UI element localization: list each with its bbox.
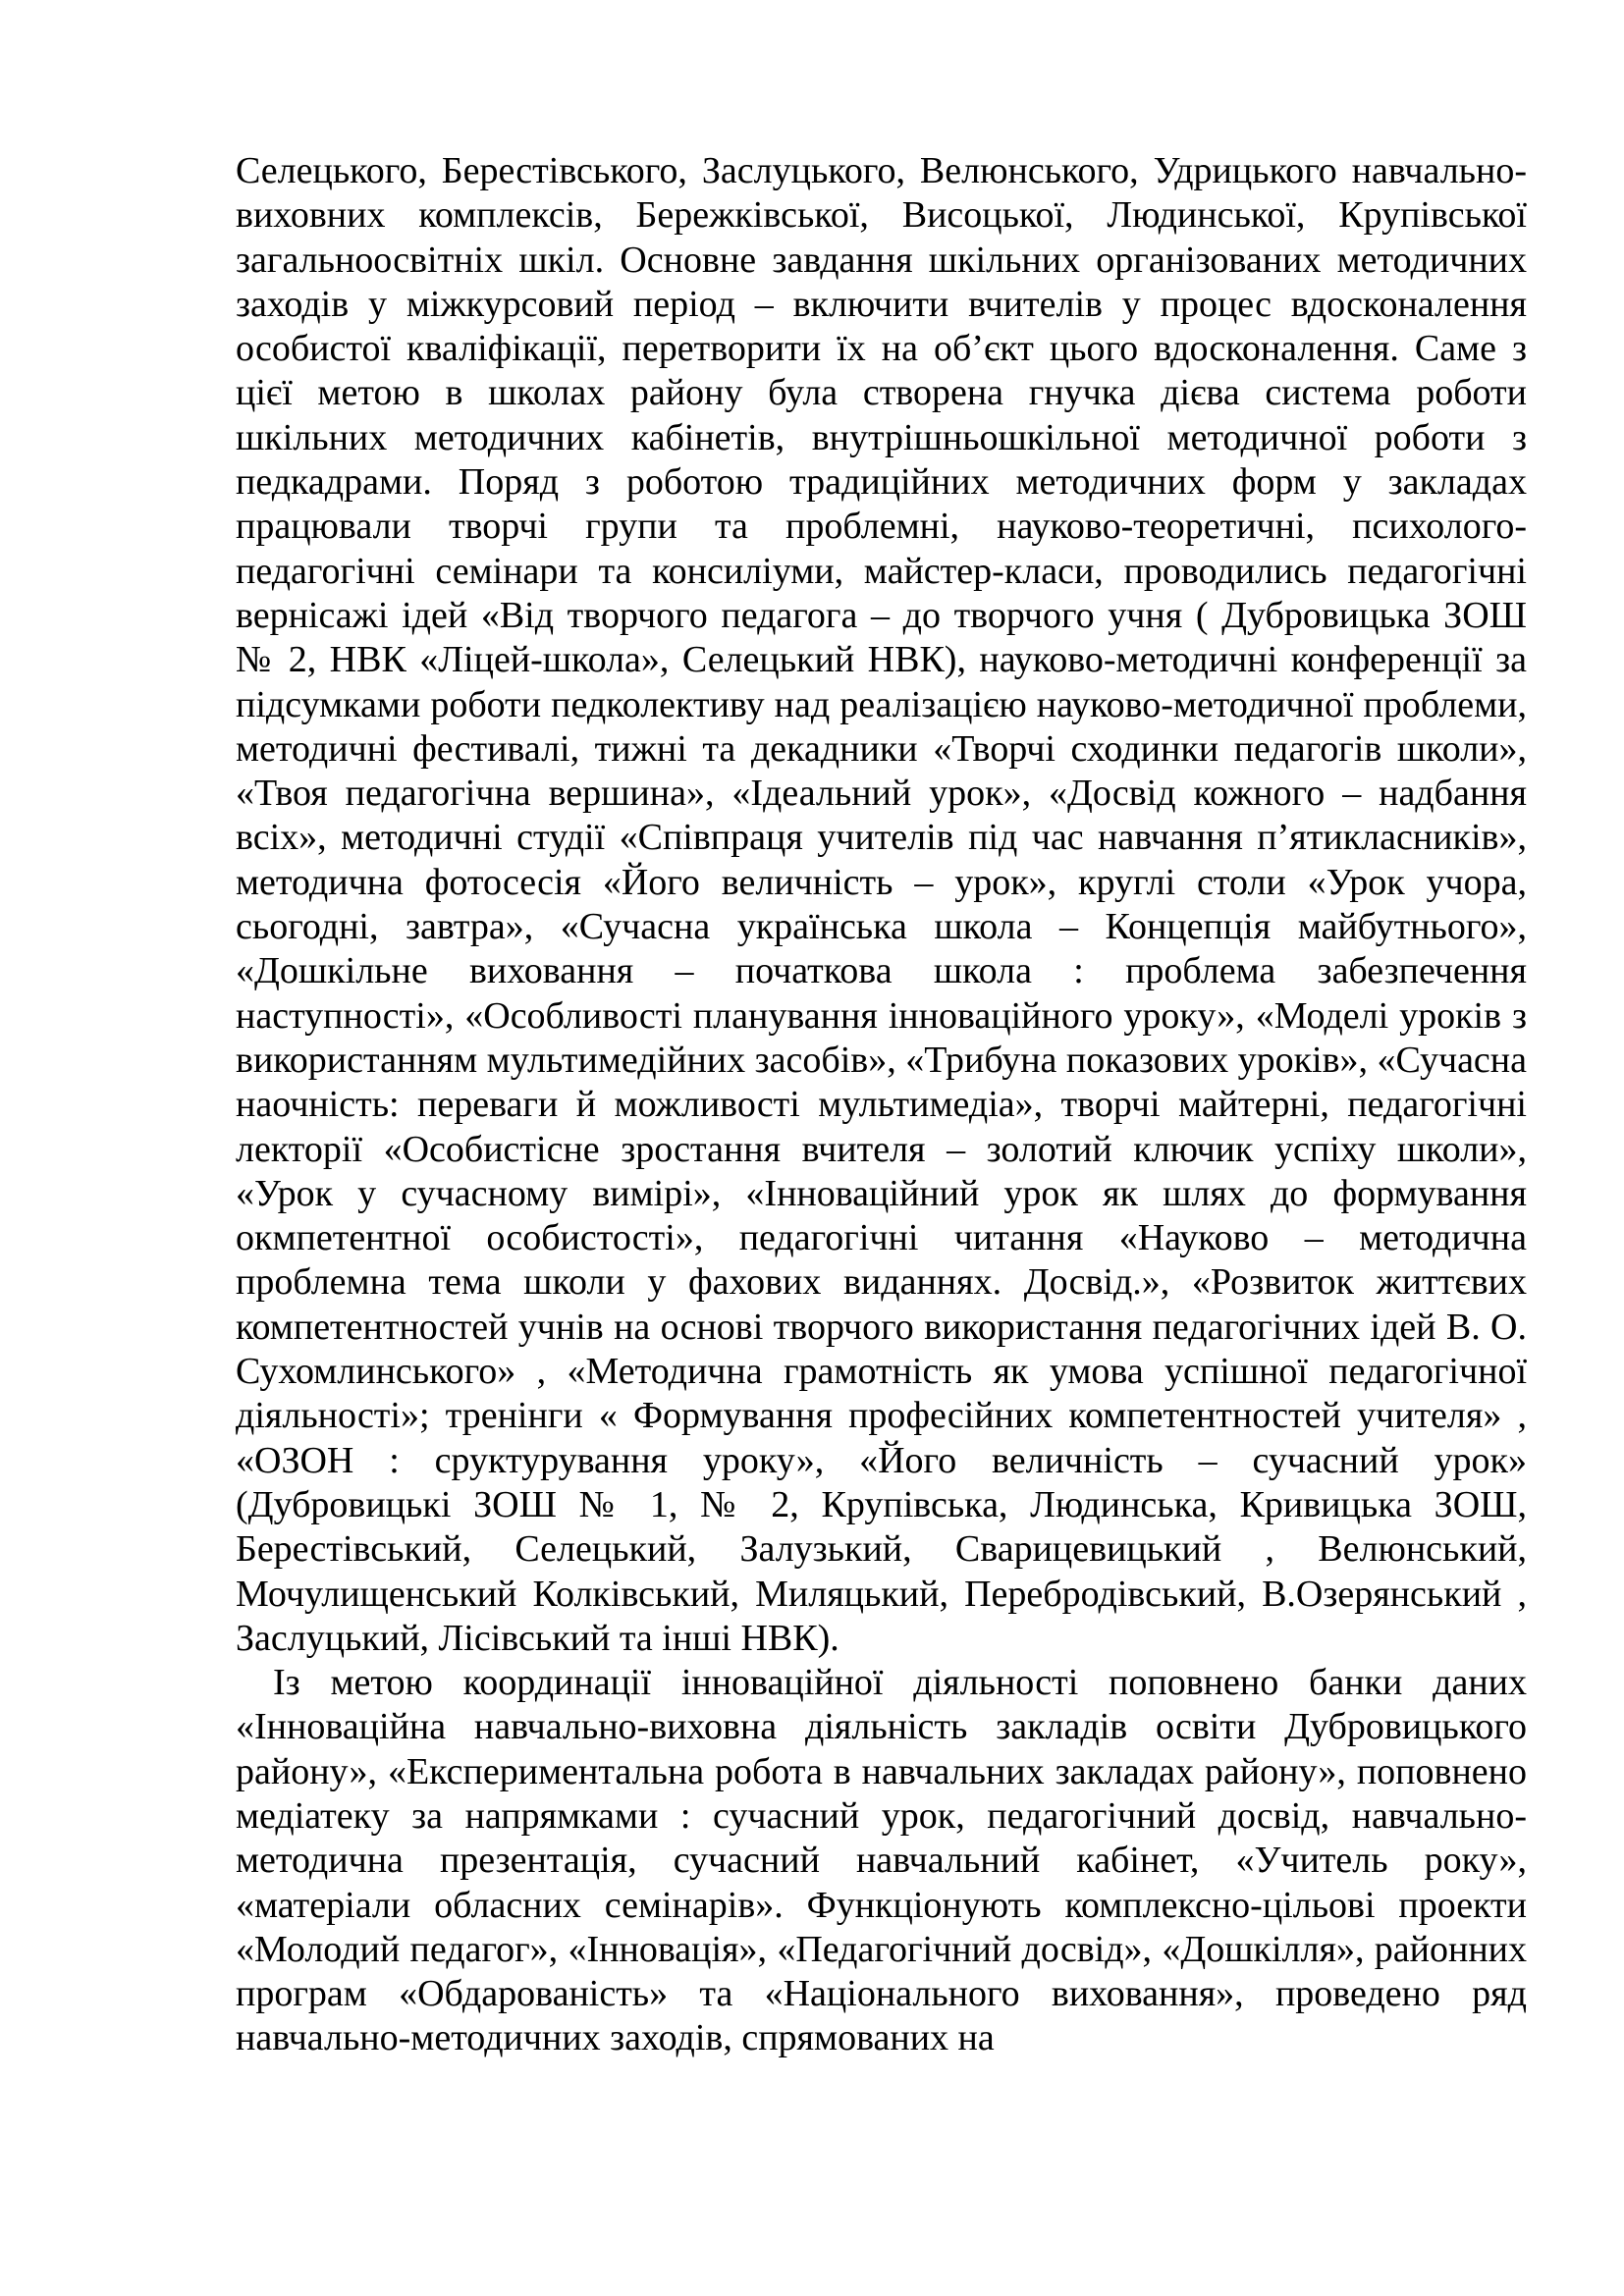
paragraph: Селецького, Берестівського, Заслуцького, Велюнського, Удрицького навчально-виховних комплексів, Бережківської, Висоцької, Людинської, Крупівської загальноосвітніх шкіл. Основне завдання шкільних організованих методичних заходів у міжкурсовий період – включити вчителів у процес вдосконалення особистої кваліфікації, перетворити їх на об’єкт цього вдосконалення. Саме з цієї метою в школах району була створена гнучка дієва система роботи шкільних методичних кабінетів, внутрішньошкільної методичної роботи з педкадрами. Поряд з роботою традиційних методичних форм у закладах працювали творчі групи та проблемні, науково-теоретичні, психолого-педагогічні семінари та консиліуми, майстер-класи, проводились педагогічні вернісажі ідей «Від творчого педагога – до творчого учня ( Дубровицька ЗОШ № 2, НВК «Ліцей-школа», Селецький НВК), науково-методичні конференції за підсумками роботи педколективу над реалізацією науково-методичної проблеми, методичні фестивалі, тижні та декадники «Творчі сходинки педагогів школи», «Твоя педагогічна вершина», «Ідеальний урок», «Досвід кожного – надбання всіх», методичні студії «Співпраця учителів під час навчання п’ятикласників», методична фотосесія «Його величність – урок», круглі столи «Урок учора, сьогодні, завтра», «Сучасна українська школа – Концепція майбутнього», «Дошкільне виховання – початкова школа : проблема забезпечення наступності», «Особливості планування інноваційного уроку», «Моделі уроків з використанням мультимедійних засобів», «Трибуна показових уроків», «Сучасна наочність: переваги й можливості мультимедіа», творчі майтерні, педагогічні лекторії «Особистісне зростання вчителя – золотий ключик успіху школи», «Урок у сучасному вимірі», «Інноваційний урок як шлях до формування окмпетентної особистості», педагогічні читання «Науково – методична проблемна тема школи у фахових виданнях. Досвід.», «Розвиток життєвих компетентностей учнів на основі творчого використання педагогічних ідей В. О. Сухомлинського» , «Методична грамотність як умова успішної педагогічної діяльності»; тренінги « Формування професійних компетентностей учителя» , «ОЗОН : сруктурування уроку», «Його величність – сучасний урок» (Дубровицькі ЗОШ № 1, № 2, Крупівська, Людинська, Кривицька ЗОШ, Берестівський, Селецький, Залузький, Сварицевицький , Велюнський, Мочулищенський Колківський, Миляцький, Перебродівський, В.Озерянський , Заслуцький, Лісівський та інші НВК). [236, 150, 1527, 1659]
paragraph: Із метою координації інноваційної діяльності поповнено банки даних «Інноваційна навчально-виховна діяльність закладів освіти Дубровицького району», «Експериментальна робота в навчальних закладах району», поповнено медіатеку за напрямками : сучасний урок, педагогічний досвід, навчально- методична презентація, сучасний навчальний кабінет, «Учитель року», «матеріали обласних семінарів». Функціонують комплексно-цільові проекти «Молодий педагог», «Інновація», «Педагогічний досвід», «Дошкілля», районних програм «Обдарованість» та «Національного виховання», проведено ряд навчально-методичних заходів, спрямованих на [236, 1662, 1527, 2059]
body-text [236, 149, 1527, 2061]
